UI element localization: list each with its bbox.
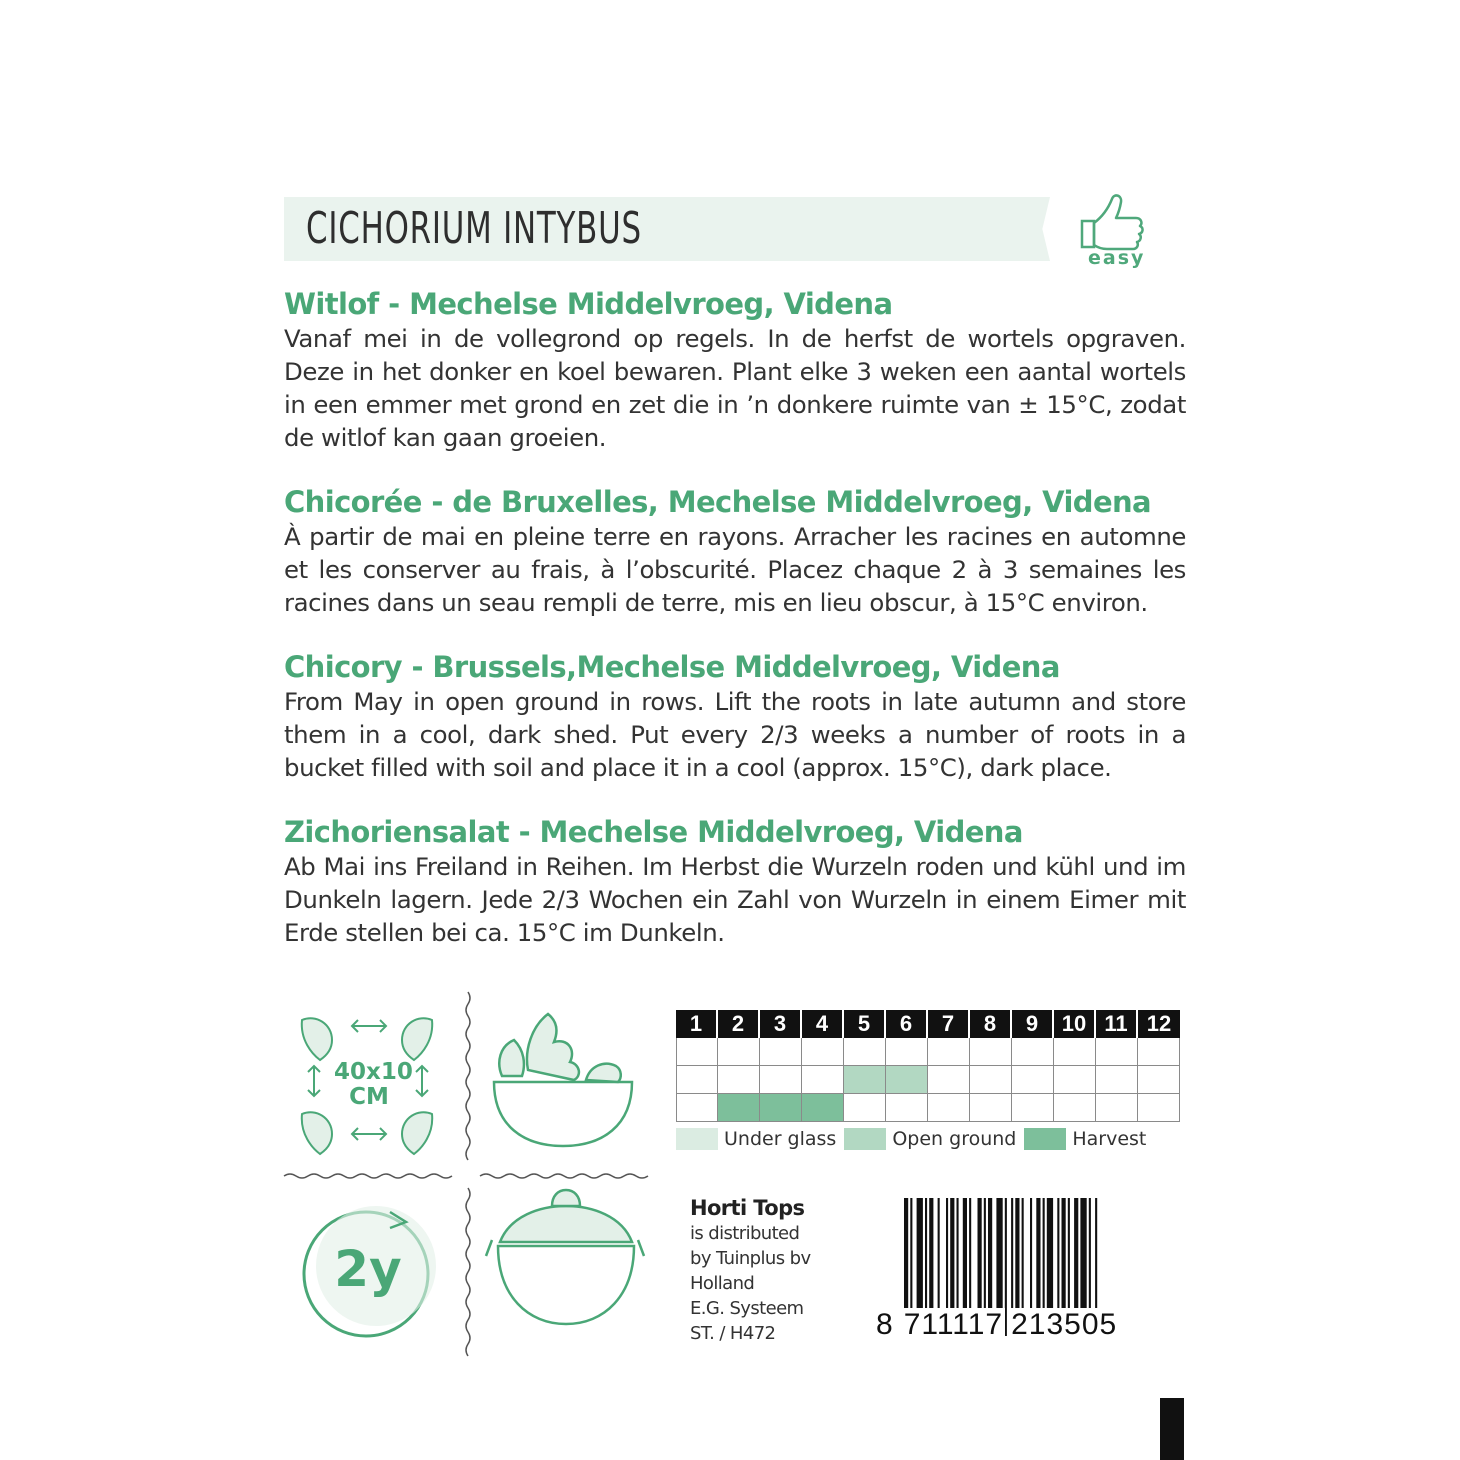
section-english [284, 649, 1186, 784]
calendar-cell [928, 1066, 970, 1094]
calendar-cell [1138, 1038, 1180, 1066]
easy-label: easy [1088, 247, 1146, 269]
barcode-bar [1062, 1198, 1066, 1316]
legend-label: Open ground [892, 1128, 1017, 1150]
section-dutch [284, 286, 1186, 454]
section-heading: Witlof - Mechelse Middelvroeg, Videna [284, 287, 893, 321]
calendar-cell [1054, 1094, 1096, 1122]
month-header: 8 [970, 1010, 1012, 1038]
calendar-cell [718, 1094, 760, 1122]
month-header: 2 [718, 1010, 760, 1038]
barcode-bar [946, 1198, 948, 1316]
barcode-bar [1022, 1198, 1024, 1316]
icon-grid [280, 990, 660, 1370]
legend-swatch [1024, 1128, 1066, 1150]
calendar-cell [970, 1066, 1012, 1094]
barcode-bar [988, 1198, 992, 1316]
barcode-first-digit: 8 [876, 1308, 894, 1341]
legend-item [844, 1128, 1016, 1150]
barcode-number [876, 1308, 1119, 1342]
distributor-block [690, 1196, 811, 1346]
section-body: Vanaf mei in de vollegrond op regels. In de herfst de wortels opgraven. Deze in het donker en koel bewaren. Plant elke 3 weken een aantal wortels in een emmer met grond en zet die in ’n donkere ruimte van ± 15°C, zodat de witlof kan gaan groeien. [284, 324, 1186, 452]
calendar-row-open-ground [676, 1066, 1180, 1094]
calendar-row-under-glass [676, 1038, 1180, 1066]
month-header: 11 [1096, 1010, 1138, 1038]
barcode-bar [978, 1198, 982, 1316]
barcode-bar [925, 1198, 927, 1316]
calendar-cell [1096, 1038, 1138, 1066]
month-header: 12 [1138, 1010, 1180, 1038]
calendar-cell [760, 1038, 802, 1066]
calendar-cell [1054, 1066, 1096, 1094]
calendar-cell [760, 1094, 802, 1122]
section-heading: Chicory - Brussels,Mechelse Middelvroeg, Videna [284, 650, 1060, 684]
barcode-bar [1047, 1198, 1053, 1316]
calendar-cell [718, 1066, 760, 1094]
calendar-cell [718, 1038, 760, 1066]
calendar-cell [676, 1066, 718, 1094]
barcode-bar [984, 1198, 986, 1316]
calendar-header [676, 1010, 1180, 1038]
calendar-cell [802, 1038, 844, 1066]
legend-swatch [676, 1128, 718, 1150]
month-header: 6 [886, 1010, 928, 1038]
section-heading: Zichoriensalat - Mechelse Middelvroeg, Videna [284, 815, 1023, 849]
calendar-cell [970, 1094, 1012, 1122]
calendar-cell [928, 1094, 970, 1122]
calendar-cell [1138, 1094, 1180, 1122]
barcode-bar [938, 1198, 940, 1316]
section-body: From May in open ground in rows. Lift the roots in late autumn and store them in a cool, dark shed. Put every 2/3 weeks a number of roots in a bucket filled with soil and place it in a cool (approx. 15°C), dark place. [284, 687, 1186, 782]
barcode-group-2: 213505 [1011, 1308, 1118, 1341]
calendar-cell [970, 1038, 1012, 1066]
calendar-body [676, 1038, 1180, 1122]
barcode-bar [1030, 1198, 1032, 1316]
calendar-cell [1138, 1066, 1180, 1094]
calendar-cell [844, 1066, 886, 1094]
calendar-cell [1012, 1094, 1054, 1122]
calendar-cell [844, 1038, 886, 1066]
section-french [284, 484, 1186, 619]
calendar-cell [802, 1066, 844, 1094]
month-header: 9 [1012, 1010, 1054, 1038]
section-heading: Chicorée - de Bruxelles, Mechelse Middelvroeg, Videna [284, 485, 1152, 519]
calendar-cell [676, 1094, 718, 1122]
section-body: Ab Mai ins Freiland in Reihen. Im Herbst die Wurzeln roden und kühl und im Dunkeln lagern. Jede 2/3 Wochen ein Zahl von Wurzeln in einem Eimer mit Erde stellen bei ca. 15°C im Dunkeln. [284, 852, 1186, 947]
cooking-pot-icon [486, 1190, 644, 1324]
spacing-label [334, 1059, 413, 1110]
barcode-bar [1011, 1198, 1013, 1316]
barcode-bar [1015, 1198, 1019, 1316]
barcode-bar [1068, 1198, 1070, 1316]
section-body: À partir de mai en pleine terre en rayons. Arracher les racines en automne et les conserver au frais, à l’obscurité. Placez chaque 2 à 3 semaines les racines dans un seau rempli de terre, mis en lieu obscur, à 15°C environ. [284, 522, 1186, 617]
brand-name: Horti Tops [690, 1196, 805, 1220]
calendar-cell [802, 1094, 844, 1122]
calendar-cell [886, 1038, 928, 1066]
species-title: CICHORIUM INTYBUS [306, 203, 642, 254]
barcode-bar [969, 1198, 971, 1316]
month-header: 1 [676, 1010, 718, 1038]
barcode-group-1: 711117 [903, 1308, 1004, 1341]
barcode-bar [1074, 1198, 1078, 1316]
legend-swatch [844, 1128, 886, 1150]
barcode-bar [929, 1198, 933, 1316]
month-header: 7 [928, 1010, 970, 1038]
distributor-line: by Tuinplus bv [690, 1248, 811, 1269]
legend-item [1024, 1128, 1146, 1150]
calendar-cell [1096, 1094, 1138, 1122]
barcode-bar [1036, 1198, 1040, 1316]
salad-bowl-icon [494, 1014, 632, 1146]
month-header: 3 [760, 1010, 802, 1038]
legend-label: Harvest [1072, 1128, 1147, 1150]
lifecycle-label: 2y [334, 1240, 402, 1298]
spacing-value: 40x10 [334, 1059, 413, 1085]
barcode-bar [1057, 1198, 1059, 1316]
distributor-line: E.G. Systeem [690, 1298, 804, 1319]
barcode-bar [917, 1198, 923, 1316]
calendar-cell [676, 1038, 718, 1066]
month-header: 4 [802, 1010, 844, 1038]
calendar-cell [1012, 1066, 1054, 1094]
sowing-calendar [676, 1010, 1180, 1122]
distributor-line: Holland [690, 1273, 755, 1294]
barcode-bar [963, 1198, 967, 1316]
calendar-row-harvest [676, 1094, 1180, 1122]
barcode-bar [950, 1198, 954, 1316]
legend-label: Under glass [724, 1128, 837, 1150]
barcode-bar [1043, 1198, 1045, 1316]
calendar-cell [1012, 1038, 1054, 1066]
calendar-cell [1054, 1038, 1096, 1066]
barcode-bar [957, 1198, 959, 1316]
distributor-line: is distributed [690, 1223, 800, 1244]
print-mark [1160, 1398, 1184, 1460]
month-header: 10 [1054, 1010, 1096, 1038]
barcode-bar [1080, 1198, 1086, 1316]
month-header: 5 [844, 1010, 886, 1038]
calendar-cell [886, 1094, 928, 1122]
distributor-line: ST. / H472 [690, 1323, 776, 1344]
calendar-legend [676, 1128, 1154, 1150]
legend-item [676, 1128, 836, 1150]
section-german [284, 814, 1186, 949]
calendar-cell [886, 1066, 928, 1094]
calendar-cell [928, 1038, 970, 1066]
calendar-cell [1096, 1066, 1138, 1094]
calendar-cell [760, 1066, 802, 1094]
spacing-unit: CM [349, 1084, 389, 1110]
calendar-cell [844, 1094, 886, 1122]
